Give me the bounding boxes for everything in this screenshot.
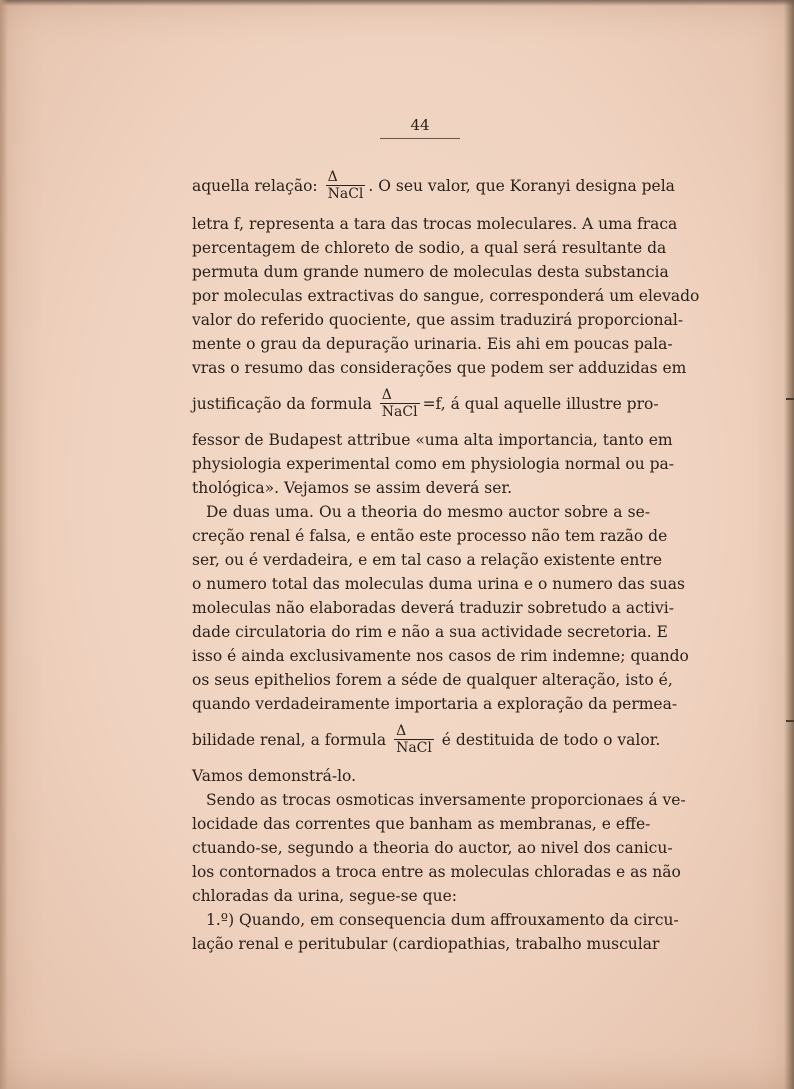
text-line: o numero total das moleculas duma urina e o numero das suas	[192, 575, 685, 593]
formula-denominator: NaCl	[396, 739, 432, 756]
text-line	[192, 720, 661, 760]
text-line: valor do referido quociente, que assim traduzirá proporcional-	[192, 311, 684, 329]
formula-fraction	[380, 387, 420, 420]
text-line: isso é ainda exclusivamente nos casos de rim indemne; quando	[192, 647, 689, 665]
text-line	[192, 384, 659, 424]
margin-tick	[786, 398, 794, 400]
formula-denominator: NaCl	[327, 185, 364, 202]
line-text: justificação da formula	[192, 395, 372, 413]
text-line: permuta dum grande numero de moleculas desta substancia	[192, 263, 669, 281]
page-number-rule	[380, 138, 460, 139]
text-line	[192, 166, 675, 206]
line-text: é destituida de todo o valor.	[441, 731, 661, 749]
text-line: Vamos demonstrá-lo.	[192, 767, 357, 785]
text-line: ctuando-se, segundo a theoria do auctor, ao nivel dos canicu-	[192, 839, 673, 857]
text-line: letra f, representa a tara das trocas moleculares. A uma fraca	[192, 215, 678, 233]
text-line: percentagem de chloreto de sodio, a qual será resultante da	[192, 239, 667, 257]
line-text: =f, á qual aquelle illustre pro-	[422, 395, 659, 413]
text-line: quando verdadeiramente importaria a exploração da permea-	[192, 695, 678, 713]
formula-numerator: Δ	[380, 387, 420, 404]
page-edge-top	[0, 0, 794, 6]
text-line: por moleculas extractivas do sangue, corresponderá um elevado	[192, 287, 700, 305]
text-line: thológica». Vejamos se assim deverá ser.	[192, 479, 513, 497]
text-line: mente o grau da depuração urinaria. Eis ahi em poucas pala-	[192, 335, 673, 353]
text-line: ser, ou é verdadeira, e em tal caso a relação existente entre	[192, 551, 663, 569]
text-line: vras o resumo das considerações que podem ser adduzidas em	[192, 359, 687, 377]
text-line: lação renal e peritubular (cardiopathias, trabalho muscular	[192, 935, 660, 953]
text-line: los contornados a troca entre as moleculas chloradas e as não	[192, 863, 681, 881]
text-line: physiologia experimental como em physiologia normal ou pa-	[192, 455, 675, 473]
text-line: moleculas não elaboradas deverá traduzir sobretudo a activi-	[192, 599, 674, 617]
page-number: 44	[410, 116, 430, 134]
text-line: fessor de Budapest attribue «uma alta importancia, tanto em	[192, 431, 673, 449]
formula-fraction	[326, 169, 366, 202]
page-edge-left	[0, 0, 8, 1089]
text-line: chloradas da urina, segue-se que:	[192, 887, 457, 905]
line-text: . O seu valor, que Koranyi designa pela	[368, 177, 675, 195]
formula-fraction	[394, 723, 434, 756]
text-line: dade circulatoria do rim e não a sua actividade secretoria. E	[192, 623, 668, 641]
line-text: aquella relação:	[192, 177, 318, 195]
formula-denominator: NaCl	[381, 403, 418, 420]
text-line: os seus epithelios forem a séde de qualquer alteração, isto é,	[192, 671, 673, 689]
text-line: De duas uma. Ou a theoria do mesmo auctor sobre a se-	[206, 503, 650, 521]
page-edge-right	[784, 0, 794, 1089]
line-text: bilidade renal, a formula	[192, 731, 387, 749]
text-line: creção renal é falsa, e então este processo não tem razão de	[192, 527, 668, 545]
formula-numerator: Δ	[326, 169, 366, 186]
text-line: 1.º) Quando, em consequencia dum affrouxamento da circu-	[206, 911, 679, 929]
body-text	[192, 166, 700, 956]
formula-numerator: Δ	[394, 723, 434, 740]
margin-tick	[786, 720, 794, 722]
text-line: Sendo as trocas osmoticas inversamente proporcionaes á ve-	[206, 791, 686, 809]
text-line: locidade das correntes que banham as membranas, e effe-	[192, 815, 651, 833]
